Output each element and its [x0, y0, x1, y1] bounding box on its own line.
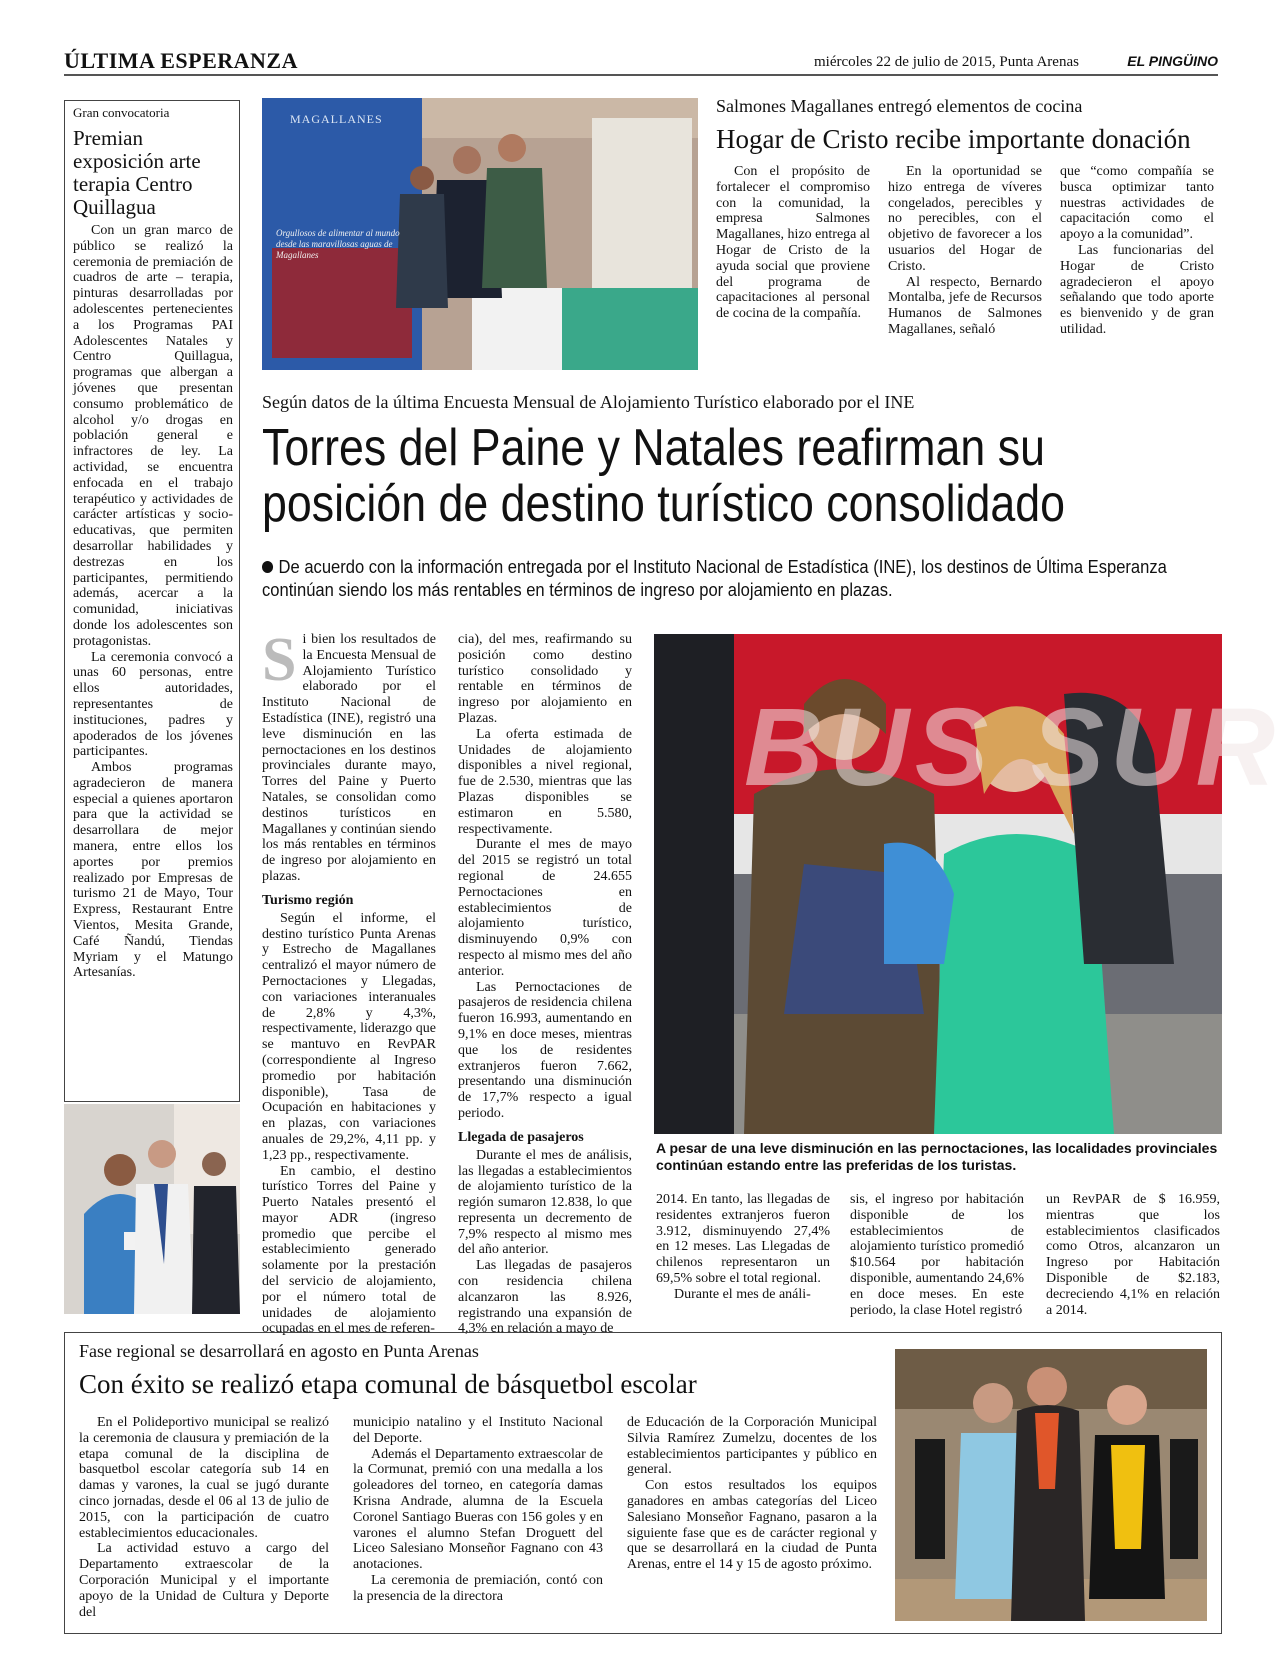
main-col-1 [262, 626, 436, 1337]
main-lead [262, 556, 1219, 602]
sidebar-paragraph: Con un gran marco de público se realizó la ceremonia de premiación de cuadros de arte – terapia, pinturas desarrolladas por adolescentes pertenecientes a los Programas PAI Adolescentes Natales y Centro Quillagua, programas que albergan a jóvenes que presentan consumo problemático de alcohol y/o drogas en población general e infractores de ley. La actividad, se encuentra enfocada en el trabajo terapéutico y actividades de carácter artísticas y socio-educativas, que permiten desarrollar habilidades y destrezas en los participantes, permitiendo además, acercar a la comunidad, iniciativas donde los adolescentes son protagonistas. [73, 223, 233, 649]
sidebar-kicker: Gran convocatoria [73, 105, 170, 120]
bottom-story [64, 1332, 1222, 1634]
main-col-4 [850, 1192, 1024, 1318]
main-title-line: posición de destino turístico consolidado [262, 475, 1065, 533]
tourists-photo [654, 634, 1281, 1134]
dropcap: S [262, 626, 297, 694]
bottom-title: Con éxito se realizó etapa comunal de básquetbol escolar [79, 1369, 697, 1399]
sidebar-title: Premian exposición arte terapia Centro Quillagua [73, 126, 201, 219]
section-title: ÚLTIMA ESPERANZA [64, 48, 298, 73]
photo-caption: A pesar de una leve disminución en las pernoctaciones, las localidades provinciales continúan estando entre las preferidas de los turistas. [656, 1140, 1218, 1173]
dateline: miércoles 22 de julio de 2015, Punta Arenas [814, 54, 1079, 70]
sidebar-paragraph: La ceremonia convocó a unas 60 personas, entre ellos autoridades, representantes de instituciones, padres y apoderados de los jóvenes participantes. [73, 649, 233, 760]
basketball-photo [895, 1349, 1207, 1621]
page-header [64, 48, 1218, 74]
bottom-paragraph: Además el Departamento extraescolar de la Cormunat, premió con una medalla a los goleadores del torneo, en categoría damas Krisna Andrade, alumna de la Escuela Coronel Santiago Bueras con 156 goles y en varones el alumno Stefan Droguett del Liceo Salesiano Monseñor Fagnano con 43 anotaciones. [353, 1446, 603, 1573]
top-story-paragraph: Al respecto, Bernardo Montalba, jefe de Recursos Humanos de Salmones Magallanes, señaló [888, 274, 1042, 337]
sidebar-story [64, 100, 240, 1102]
main-paragraph: La oferta estimada de Unidades de alojamiento disponibles a nivel regional, fue de 2.530, mientras que las Plazas disponibles se estimaron en 5.580, respectivamente. [458, 726, 632, 837]
main-col-5 [1046, 1192, 1220, 1318]
top-story-col [716, 164, 870, 322]
bottom-col-2 [353, 1415, 603, 1605]
main-paragraph: Las Pernoctaciones de pasajeros de residencia chilena fueron 16.993, aumentando en 9,1% en doce meses, mientras que los de residentes extranjeros fueron 7.662, presentando una disminución de 17,7% respecto a igual periodo. [458, 979, 632, 1121]
donation-photo [262, 98, 698, 370]
bottom-paragraph: municipio natalino y el Instituto Nacional del Deporte. [353, 1415, 603, 1446]
main-paragraph-text: i bien los resultados de la Encuesta Mensual de Alojamiento Turístico elaborado por el Instituto Nacional de Estadística (INE), registró una leve disminución en las pernoctaciones en los destinos provinciales durante mayo, Torres del Paine y Puerto Natales, se consolidan como destinos turísticos en Magallanes y continúan siendo los más rentables en términos de ingreso por alojamiento en plazas. [262, 632, 436, 884]
main-title [262, 420, 1222, 532]
main-paragraph: sis, el ingreso por habitación disponible de los establecimientos de alojamiento turístico promedió $10.564 por habitación disponible, aumentando 24,6% en doce meses. En este periodo, la clase Hotel registró [850, 1192, 1024, 1318]
main-paragraph: Durante el mes de análi- [674, 1286, 811, 1302]
bullet-icon [262, 561, 273, 573]
main-paragraph: Durante el mes de mayo del 2015 se registró un total regional de 24.655 Pernoctaciones en establecimientos de alojamiento turístico, disminuyendo 0,9% con respecto al mismo mes del año anterior. [458, 837, 632, 979]
main-paragraph: Las llegadas de pasajeros con residencia chilena alcanzaron las 8.926, registrando una expansión de 4,3% en relación a mayo de [458, 1258, 632, 1337]
bottom-kicker: Fase regional se desarrollará en agosto en Punta Arenas [79, 1341, 479, 1361]
main-col-3 [656, 1192, 830, 1303]
bottom-paragraph: En el Polideportivo municipal se realizó la ceremonia de clausura y premiación de la etapa comunal de la disciplina de basquetbol escolar categoría sub 14 en damas y varones, la cual se jugó durante cinco jornadas, desde el 06 al 13 de julio de 2015, con la participación de cuatro establecimientos educacionales. [79, 1415, 329, 1541]
bottom-paragraph: La actividad estuvo a cargo del Departamento extraescolar de la Corporación Municipal y el importante apoyo de la Unidad de Cultura y Deporte del [79, 1541, 329, 1620]
bottom-paragraph: La ceremonia de premiación, contó con la presencia de la directora [353, 1572, 603, 1604]
bottom-paragraph: de Educación de la Corporación Municipal Silvia Ramírez Zumelzu, docentes de los establecimientos participantes y público en general. [627, 1415, 877, 1478]
bottom-paragraph: Con estos resultados los equipos ganadores en ambas categorías del Liceo Salesiano Monseñor Fagnano, pasaron a la siguiente fase que es de carácter regional y que se desarrollará en la ciudad de Punta Arenas, entre el 14 y 15 de agosto próximo. [627, 1478, 877, 1573]
top-story-title: Hogar de Cristo recibe importante donación [716, 124, 1191, 154]
top-story-paragraph: Las funcionarias del Hogar de Cristo agradecieron el apoyo señalando que todo aporte es bienvenido y de gran utilidad. [1060, 242, 1214, 337]
banner-brand: MAGALLANES [290, 112, 383, 126]
award-photo [64, 1104, 240, 1314]
main-paragraph [262, 626, 436, 885]
top-story-col [888, 164, 1042, 338]
main-kicker: Según datos de la última Encuesta Mensual de Alojamiento Turístico elaborado por el INE [262, 392, 915, 412]
header-rule [64, 74, 1218, 76]
top-story-col [1060, 164, 1214, 338]
bottom-col-1 [79, 1415, 329, 1620]
main-paragraph: Según el informe, el destino turístico Punta Arenas y Estrecho de Magallanes centralizó el mayor número de Pernoctaciones y Llegadas, con variaciones interanuales de 2,8% y 4,3%, respectivamente, liderazgo que se mantuvo en RevPAR (correspondiente al Ingreso promedio por habitación disponible), Tasa de Ocupación en habitaciones y en plazas, con variaciones anuales de 29,2%, 4,11 pp. y 1,23 pp., respectivamente. [262, 910, 436, 1163]
subhead: Turismo región [262, 892, 354, 908]
bus-lettering: BUS SUR [744, 686, 1281, 809]
top-story-paragraph: Con el propósito de fortalecer el compromiso con la comunidad, la empresa Salmones Magallanes, hizo entrega al Hogar de Cristo de la ayuda social que proviene del programa de capacitaciones al personal de cocina de la compañía. [716, 164, 870, 322]
main-col-2 [458, 632, 632, 1337]
bottom-col-3 [627, 1415, 877, 1573]
main-paragraph: cia), del mes, reafirmando su posición como destino turístico consolidado y rentable en términos de ingreso por alojamiento en Plazas. [458, 632, 632, 726]
main-lead-text: De acuerdo con la información entregada por el Instituto Nacional de Estadística (INE), los destinos de Última Esperanza continúan siendo los más rentables en términos de ingreso por alojamiento en plazas. [262, 557, 1167, 600]
main-paragraph: un RevPAR de $ 16.959, mientras que los establecimientos clasificados como Otros, alcanzaron un Ingreso por Habitación Disponible de $2.183, decreciendo 4,1% en relación a 2014. [1046, 1192, 1220, 1318]
main-paragraph: 2014. En tanto, las llegadas de residentes extranjeros fueron 3.912, disminuyendo 27,4% en 12 meses. Las Llegadas de chilenos representaron un 69,5% sobre el total regional. [656, 1192, 830, 1286]
main-paragraph: Durante el mes de análisis, las llegadas a establecimientos de alojamiento turístico de la región sumaron 12.838, lo que representa un decremento de 7,9% respecto al mismo mes del año anterior. [458, 1147, 632, 1258]
brand-logo: EL PINGÜINO [1127, 53, 1218, 69]
main-title-line: Torres del Paine y Natales reafirman su [262, 419, 1045, 477]
main-paragraph: En cambio, el destino turístico Torres del Paine y Puerto Natales presentó el mayor ADR (ingreso promedio que percibe el establecimiento generado solamente por la prestación del servicio de alojamiento, por el número total de unidades de alojamiento ocupadas en el mes de referen- [262, 1163, 436, 1337]
sidebar-paragraph: Ambos programas agradecieron de manera especial a quienes aportaron para que la actividad se desarrollara de mejor manera, entre ellos los aportes por premios realizado por Empresas de turismo 21 de Mayo, Tour Express, Restaurant Entre Vientos, Mesita Grande, Café Ñandú, Tiendas Myriam y el Matungo Artesanías. [73, 760, 233, 981]
subhead: Llegada de pasajeros [458, 1129, 584, 1145]
banner-text: Orgullosos de alimentar al mundo desde las maravillosas aguas de Magallanes [276, 228, 400, 260]
top-story-paragraph: En la oportunidad se hizo entrega de víveres congelados, perecibles y no perecibles, con el objetivo de favorecer a los usuarios del Hogar de Cristo. [888, 164, 1042, 274]
top-story-kicker: Salmones Magallanes entregó elementos de cocina [716, 96, 1083, 116]
top-story-paragraph: que “como compañía se busca optimizar tanto nuestras actividades de capacitación como el apoyo a la comunidad”. [1060, 164, 1214, 243]
